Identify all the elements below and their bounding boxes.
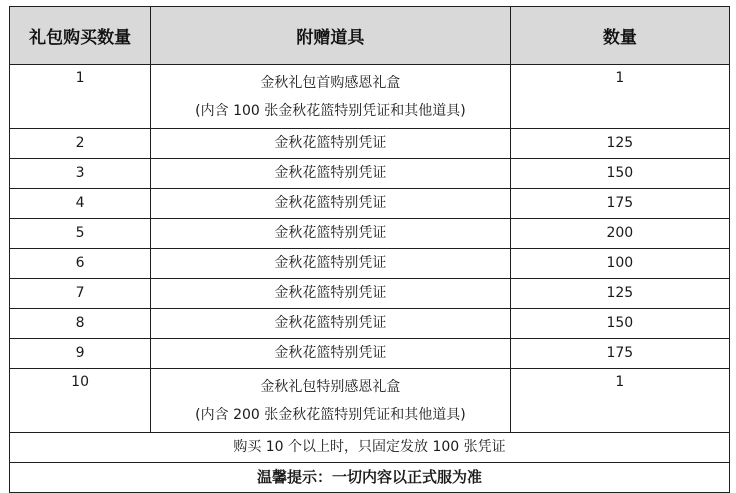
bonus-item-cell: 金秋花篮特别凭证 bbox=[151, 309, 510, 339]
table-row bbox=[10, 249, 730, 279]
quantity-cell: 125 bbox=[510, 129, 729, 159]
table-row bbox=[10, 339, 730, 369]
bonus-item-cell: 金秋花篮特别凭证 bbox=[151, 189, 510, 219]
header-quantity: 数量 bbox=[510, 7, 729, 65]
table-row bbox=[10, 219, 730, 249]
purchase-count-cell: 8 bbox=[10, 309, 151, 339]
quantity-cell: 1 bbox=[510, 65, 729, 129]
footer-note-row bbox=[10, 433, 730, 463]
table-row bbox=[10, 65, 730, 129]
bonus-item-name: 金秋礼包首购感恩礼盒 bbox=[260, 74, 401, 91]
table-row bbox=[10, 279, 730, 309]
bonus-item-cell: 金秋花篮特别凭证 bbox=[151, 279, 510, 309]
purchase-count-cell: 6 bbox=[10, 249, 151, 279]
bonus-item-note: (内含 100 张金秋花篮特别凭证和其他道具) bbox=[195, 102, 466, 119]
table-row bbox=[10, 309, 730, 339]
purchase-count-cell: 10 bbox=[10, 369, 151, 433]
table-header-row bbox=[10, 7, 730, 65]
footer-note: 购买 10 个以上时，只固定发放 100 张凭证 bbox=[10, 433, 730, 463]
purchase-count-cell: 9 bbox=[10, 339, 151, 369]
tip-text: 温馨提示：一切内容以正式服为准 bbox=[10, 463, 730, 493]
quantity-cell: 150 bbox=[510, 159, 729, 189]
quantity-cell: 150 bbox=[510, 309, 729, 339]
quantity-cell: 100 bbox=[510, 249, 729, 279]
purchase-count-cell: 1 bbox=[10, 65, 151, 129]
bonus-item-note: (内含 200 张金秋花篮特别凭证和其他道具) bbox=[195, 406, 466, 423]
quantity-cell: 175 bbox=[510, 189, 729, 219]
bonus-item-cell bbox=[151, 65, 510, 129]
table-row bbox=[10, 129, 730, 159]
bonus-item-cell: 金秋花篮特别凭证 bbox=[151, 219, 510, 249]
bonus-item-cell: 金秋花篮特别凭证 bbox=[151, 159, 510, 189]
header-purchase-count: 礼包购买数量 bbox=[10, 7, 151, 65]
quantity-cell: 125 bbox=[510, 279, 729, 309]
purchase-count-cell: 4 bbox=[10, 189, 151, 219]
table-row bbox=[10, 159, 730, 189]
tip-row bbox=[10, 463, 730, 493]
bonus-item-cell bbox=[151, 369, 510, 433]
table-row bbox=[10, 189, 730, 219]
bonus-item-name: 金秋礼包特别感恩礼盒 bbox=[260, 378, 401, 395]
purchase-count-cell: 2 bbox=[10, 129, 151, 159]
purchase-count-cell: 3 bbox=[10, 159, 151, 189]
table-row bbox=[10, 369, 730, 433]
header-bonus-item: 附赠道具 bbox=[151, 7, 510, 65]
bonus-item-cell: 金秋花篮特别凭证 bbox=[151, 339, 510, 369]
bonus-item-cell: 金秋花篮特别凭证 bbox=[151, 249, 510, 279]
gift-bonus-table bbox=[9, 6, 730, 493]
bonus-item-cell: 金秋花篮特别凭证 bbox=[151, 129, 510, 159]
purchase-count-cell: 5 bbox=[10, 219, 151, 249]
quantity-cell: 175 bbox=[510, 339, 729, 369]
quantity-cell: 1 bbox=[510, 369, 729, 433]
purchase-count-cell: 7 bbox=[10, 279, 151, 309]
quantity-cell: 200 bbox=[510, 219, 729, 249]
